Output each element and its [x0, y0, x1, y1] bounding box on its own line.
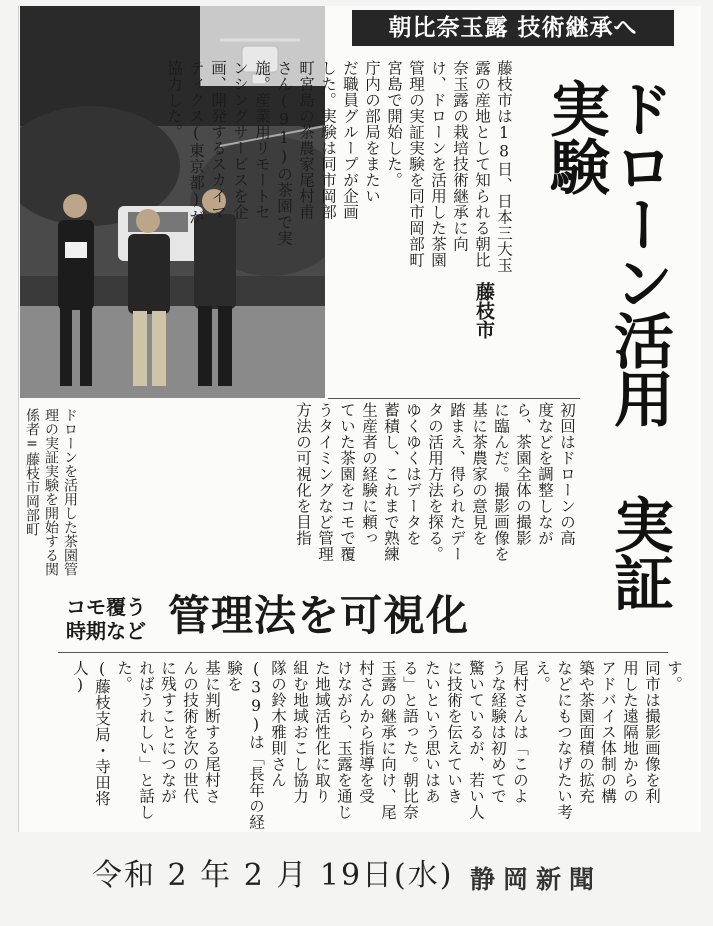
- body-text-line: 隊の鈴木雅則さん: [269, 660, 287, 788]
- subheadline-small-line-1: コモ覆う: [66, 595, 146, 619]
- body-text-line: アドバイス体制の構: [599, 660, 617, 804]
- headline: ドローン活用 実証実験: [540, 78, 674, 610]
- body-text-line: 施。産業用リモートセ: [253, 60, 271, 220]
- body-text-line: だ職員グループが企画: [341, 60, 359, 220]
- body-text-line: に残すことにつなが: [159, 660, 177, 804]
- body-text-line: 村さんから指導を受: [357, 660, 375, 804]
- body-text-line: 尾村さんは「このよ: [511, 660, 529, 804]
- body-text-line: さん(91)の茶園で実: [275, 60, 293, 246]
- body-text-line: ンシングサービスを企: [231, 60, 249, 220]
- body-text-line: た。: [115, 660, 133, 692]
- body-text-line: (藤枝支局・寺田将人): [71, 660, 111, 807]
- body-text-line: 基に茶農家の意見を: [470, 402, 488, 546]
- body-text-line: ればうれしい」と話し: [137, 660, 155, 820]
- photo-caption: [22, 408, 79, 576]
- body-text-line: 藤枝市は18日、日本三大玉: [495, 60, 513, 273]
- body-text-line: 組む地域おこし協力: [291, 660, 309, 804]
- body-text-line: 驚いているが、若い人: [467, 660, 485, 820]
- body-text-line: した。実験は同市岡部: [319, 60, 337, 220]
- body-text-line: ていた茶園をコモで覆: [338, 402, 356, 562]
- caption-line: 係者=藤枝市岡部町: [24, 408, 40, 536]
- subheadline-small: [66, 595, 146, 643]
- body-text-line: 築や茶園面積の拡充: [577, 660, 595, 804]
- body-text-line: 蓄積し、これまで熟練: [382, 402, 400, 562]
- body-text-line: た地域活性化に取り: [313, 660, 331, 804]
- body-text-line: 基に判断する尾村さ: [203, 660, 221, 804]
- caption-line: ドローンを活用した茶園管: [62, 408, 78, 576]
- body-text-line: んの技術を次の世代: [181, 660, 199, 804]
- body-text-line: す。: [665, 660, 683, 692]
- body-text-line: 奈玉露の栽培技術継承に向: [451, 60, 469, 252]
- subheadline-large: 管理法を可視化: [168, 591, 470, 640]
- body-top-block: [163, 60, 515, 386]
- body-text-line: に臨んだ。撮影画像を: [492, 402, 510, 562]
- body-text-line: などにもつなげたい考: [555, 660, 573, 820]
- body-text-line: 用した遠隔地からの: [621, 660, 639, 804]
- body-text-line: け、ドローンを活用した茶園: [429, 60, 447, 268]
- body-text-line: 度などを調整しなが: [536, 402, 554, 546]
- section-rule: [58, 652, 668, 653]
- body-mid-block: [292, 402, 578, 580]
- body-text-line: ゆくゆくはデータを: [404, 402, 422, 546]
- body-text-line: 方法の可視化を目指: [294, 402, 312, 546]
- body-text-line: 庁内の部局をまたい: [363, 60, 381, 204]
- body-text-line: 同市は撮影画像を利: [643, 660, 661, 804]
- subheadline-small-line-2: 時期など: [66, 619, 146, 643]
- body-text-line: え。: [533, 660, 551, 692]
- body-text-line: 生産者の経験に頼っ: [360, 402, 378, 546]
- body-text-line: 画、開発するスカイマ: [209, 60, 227, 220]
- body-text-line: ティクス(東京都)が: [187, 60, 205, 225]
- column-rule: [328, 398, 580, 399]
- newspaper-name: 静岡新聞: [470, 865, 603, 894]
- body-text-line: 露の産地として知られる朝比: [473, 60, 491, 268]
- body-text-line: る」と語った。朝比奈: [401, 660, 419, 820]
- body-text-line: に技術を伝えていき: [445, 660, 463, 804]
- publication-date: 令和 2 年 2 月 19日(水): [92, 858, 454, 893]
- kicker-banner: 朝比奈玉露 技術継承へ: [352, 10, 674, 46]
- body-text-line: 宮島で開始した。: [385, 60, 403, 188]
- body-text-line: 玉露の継承に向け、尾: [379, 660, 397, 820]
- body-text-line: 協力した。: [165, 60, 183, 140]
- body-text-line: 町宮島の茶農家尾村甫: [297, 60, 315, 220]
- body-text-line: たいという思いはあ: [423, 660, 441, 804]
- body-text-line: タの活用方法を探る。: [426, 402, 444, 562]
- body-bottom-block: [69, 660, 685, 830]
- body-text-line: 管理の実証実験を同市岡部町: [407, 60, 425, 268]
- body-text-line: 踏まえ、得られたデー: [448, 402, 466, 562]
- body-text-line: うな経験は初めてで: [489, 660, 507, 804]
- body-text-line: ら、茶園全体の撮影: [514, 402, 532, 546]
- dateline: 藤枝市: [473, 282, 495, 339]
- body-text-line: (39)は「長年の経験を: [225, 660, 265, 830]
- body-text-line: うタイミングなど管理: [316, 402, 334, 562]
- body-text-line: けながら、玉露を通じ: [335, 660, 353, 820]
- body-text-line: 初回はドローンの高: [558, 402, 576, 546]
- caption-line: 理の実証実験を開始する関: [43, 408, 59, 576]
